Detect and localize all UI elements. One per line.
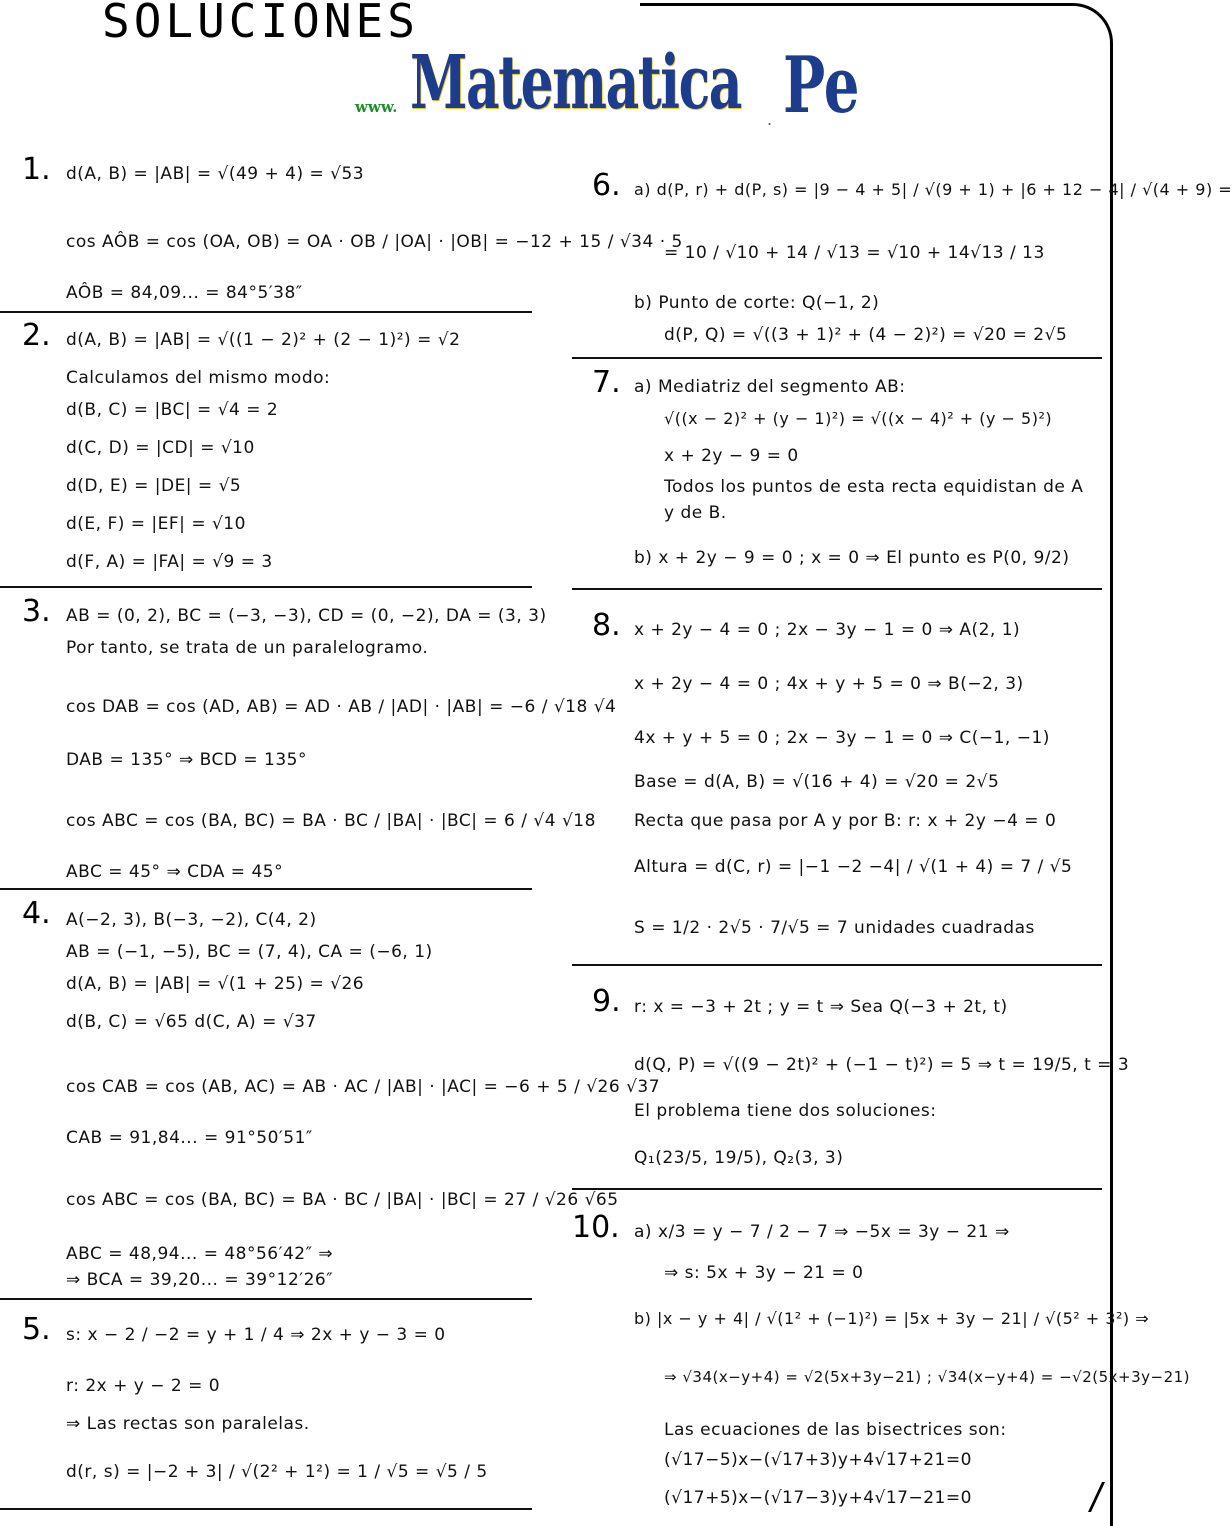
rule-3: [0, 888, 532, 890]
p6-line: b) Punto de corte: Q(−1, 2): [634, 293, 880, 313]
p2-line: d(C, D) = |CD| = √10: [66, 438, 255, 458]
p1-line: AÔB = 84,09... = 84°5′38″: [66, 283, 303, 303]
p8-line: Base = d(A, B) = √(16 + 4) = √20 = 2√5: [634, 772, 1000, 792]
page-title: SOLUCIONES: [102, 0, 419, 48]
p3-line: cos DAB = cos (AD, AB) = AD · AB / |AD| · |AB| = −6 / √18 √4: [66, 697, 617, 717]
p10-line: a) x/3 = y − 7 / 2 − 7 ⇒ −5x = 3y − 21 ⇒: [634, 1222, 1010, 1242]
p4-line: CAB = 91,84... = 91°50′51″: [66, 1128, 313, 1148]
p8-line: Altura = d(C, r) = |−1 −2 −4| / √(1 + 4) = 7 / √5: [634, 857, 1073, 877]
problem-1-number: 1.: [22, 152, 51, 187]
p10-line: ⇒ √34(x−y+4) = √2(5x+3y−21) ; √34(x−y+4) = −√2(5x+3y−21): [664, 1368, 1191, 1386]
p3-line: Por tanto, se trata de un paralelogramo.: [66, 638, 429, 658]
p9-line: El problema tiene dos soluciones:: [634, 1101, 937, 1121]
problem-6-number: 6.: [592, 168, 621, 203]
p7-line: y de B.: [664, 503, 727, 523]
p8-line: S = 1/2 · 2√5 · 7/√5 = 7 unidades cuadradas: [634, 918, 1035, 938]
p8-line: 4x + y + 5 = 0 ; 2x − 3y − 1 = 0 ⇒ C(−1, −1): [634, 728, 1050, 748]
p4-line: A(−2, 3), B(−3, −2), C(4, 2): [66, 910, 317, 930]
p10-line: Las ecuaciones de las bisectrices son:: [664, 1420, 1007, 1440]
p10-line: (√17+5)x−(√17−3)y+4√17−21=0: [664, 1488, 972, 1508]
p2-line: d(F, A) = |FA| = √9 = 3: [66, 552, 273, 572]
p10-line: ⇒ s: 5x + 3y − 21 = 0: [664, 1263, 864, 1283]
p4-line: d(A, B) = |AB| = √(1 + 25) = √26: [66, 974, 365, 994]
p4-line: cos ABC = cos (BA, BC) = BA · BC / |BA| · |BC| = 27 / √26 √65: [66, 1190, 619, 1210]
p5-line: ⇒ Las rectas son paralelas.: [66, 1414, 310, 1434]
rule-9: [572, 1188, 1102, 1190]
page-border: [640, 3, 1113, 1526]
logo-dot: .: [767, 110, 773, 129]
p4-line: d(B, C) = √65 d(C, A) = √37: [66, 1012, 317, 1032]
problem-5-number: 5.: [22, 1312, 51, 1347]
p2-line: d(B, C) = |BC| = √4 = 2: [66, 400, 279, 420]
p9-line: r: x = −3 + 2t ; y = t ⇒ Sea Q(−3 + 2t, t): [634, 997, 1008, 1017]
p5-line: r: 2x + y − 2 = 0: [66, 1376, 221, 1396]
p4-line: AB = (−1, −5), BC = (7, 4), CA = (−6, 1): [66, 942, 433, 962]
rule-4: [0, 1298, 532, 1300]
p6-line: d(P, Q) = √((3 + 1)² + (4 − 2)²) = √20 = 2√5: [664, 325, 1068, 345]
p5-line: s: x − 2 / −2 = y + 1 / 4 ⇒ 2x + y − 3 = 0: [66, 1325, 446, 1345]
p10-line: (√17−5)x−(√17+3)y+4√17+21=0: [664, 1450, 972, 1470]
p6-line: = 10 / √10 + 14 / √13 = √10 + 14√13 / 13: [664, 243, 1045, 263]
p7-line: b) x + 2y − 9 = 0 ; x = 0 ⇒ El punto es P(0, 9/2): [634, 548, 1070, 568]
rule-6: [572, 357, 1102, 359]
problem-9-number: 9.: [592, 984, 621, 1019]
p8-line: Recta que pasa por A y por B: r: x + 2y −4 = 0: [634, 811, 1057, 831]
problem-7-number: 7.: [592, 365, 621, 400]
p7-line: x + 2y − 9 = 0: [664, 446, 799, 466]
p6-line: a) d(P, r) + d(P, s) = |9 − 4 + 5| / √(9 + 1) + |6 + 12 − 4| / √(4 + 9) =: [634, 180, 1232, 199]
problem-3-number: 3.: [22, 594, 51, 629]
p5-line: d(r, s) = |−2 + 3| / √(2² + 1²) = 1 / √5 = √5 / 5: [66, 1462, 488, 1482]
p3-line: ABC = 45° ⇒ CDA = 45°: [66, 862, 284, 882]
p2-line: d(A, B) = |AB| = √((1 − 2)² + (2 − 1)²) = √2: [66, 330, 461, 350]
p2-line: d(D, E) = |DE| = √5: [66, 476, 242, 496]
p7-line: Todos los puntos de esta recta equidistan de A: [664, 477, 1084, 497]
problem-10-number: 10.: [572, 1210, 620, 1245]
p4-line: ⇒ BCA = 39,20... = 39°12′26″: [66, 1270, 334, 1290]
p3-line: DAB = 135° ⇒ BCD = 135°: [66, 750, 307, 770]
p3-line: AB = (0, 2), BC = (−3, −3), CD = (0, −2), DA = (3, 3): [66, 606, 547, 626]
p7-line: √((x − 2)² + (y − 1)²) = √((x − 4)² + (y − 5)²): [664, 409, 1053, 428]
rule-7: [572, 588, 1102, 590]
p2-line: d(E, F) = |EF| = √10: [66, 514, 246, 534]
logo-main: Matematica: [410, 40, 741, 126]
p9-line: d(Q, P) = √((9 − 2t)² + (−1 − t)²) = 5 ⇒ t = 19/5, t = 3: [634, 1055, 1130, 1075]
problem-2-number: 2.: [22, 318, 51, 353]
rule-8: [572, 964, 1102, 966]
p1-line: d(A, B) = |AB| = √(49 + 4) = √53: [66, 164, 365, 184]
problem-8-number: 8.: [592, 608, 621, 643]
rule-1: [0, 311, 532, 313]
logo-www: www.: [355, 98, 398, 116]
p8-line: x + 2y − 4 = 0 ; 4x + y + 5 = 0 ⇒ B(−2, 3): [634, 674, 1024, 694]
p2-line: Calculamos del mismo modo:: [66, 368, 331, 388]
p9-line: Q₁(23/5, 19/5), Q₂(3, 3): [634, 1148, 844, 1168]
rule-2: [0, 586, 532, 588]
p4-line: ABC = 48,94... = 48°56′42″ ⇒: [66, 1244, 334, 1264]
p8-line: x + 2y − 4 = 0 ; 2x − 3y − 1 = 0 ⇒ A(2, 1): [634, 620, 1021, 640]
p1-line: cos AÔB = cos (OA, OB) = OA · OB / |OA| · |OB| = −12 + 15 / √34 · 5: [66, 232, 683, 252]
p4-line: cos CAB = cos (AB, AC) = AB · AC / |AB| · |AC| = −6 + 5 / √26 √37: [66, 1077, 661, 1097]
logo-pe: Pe: [783, 40, 860, 131]
rule-5: [0, 1508, 532, 1510]
p10-line: b) |x − y + 4| / √(1² + (−1)²) = |5x + 3y − 21| / √(5² + 3²) ⇒: [634, 1309, 1150, 1328]
p7-line: a) Mediatriz del segmento AB:: [634, 377, 906, 397]
p3-line: cos ABC = cos (BA, BC) = BA · BC / |BA| · |BC| = 6 / √4 √18: [66, 811, 596, 831]
problem-4-number: 4.: [22, 896, 51, 931]
